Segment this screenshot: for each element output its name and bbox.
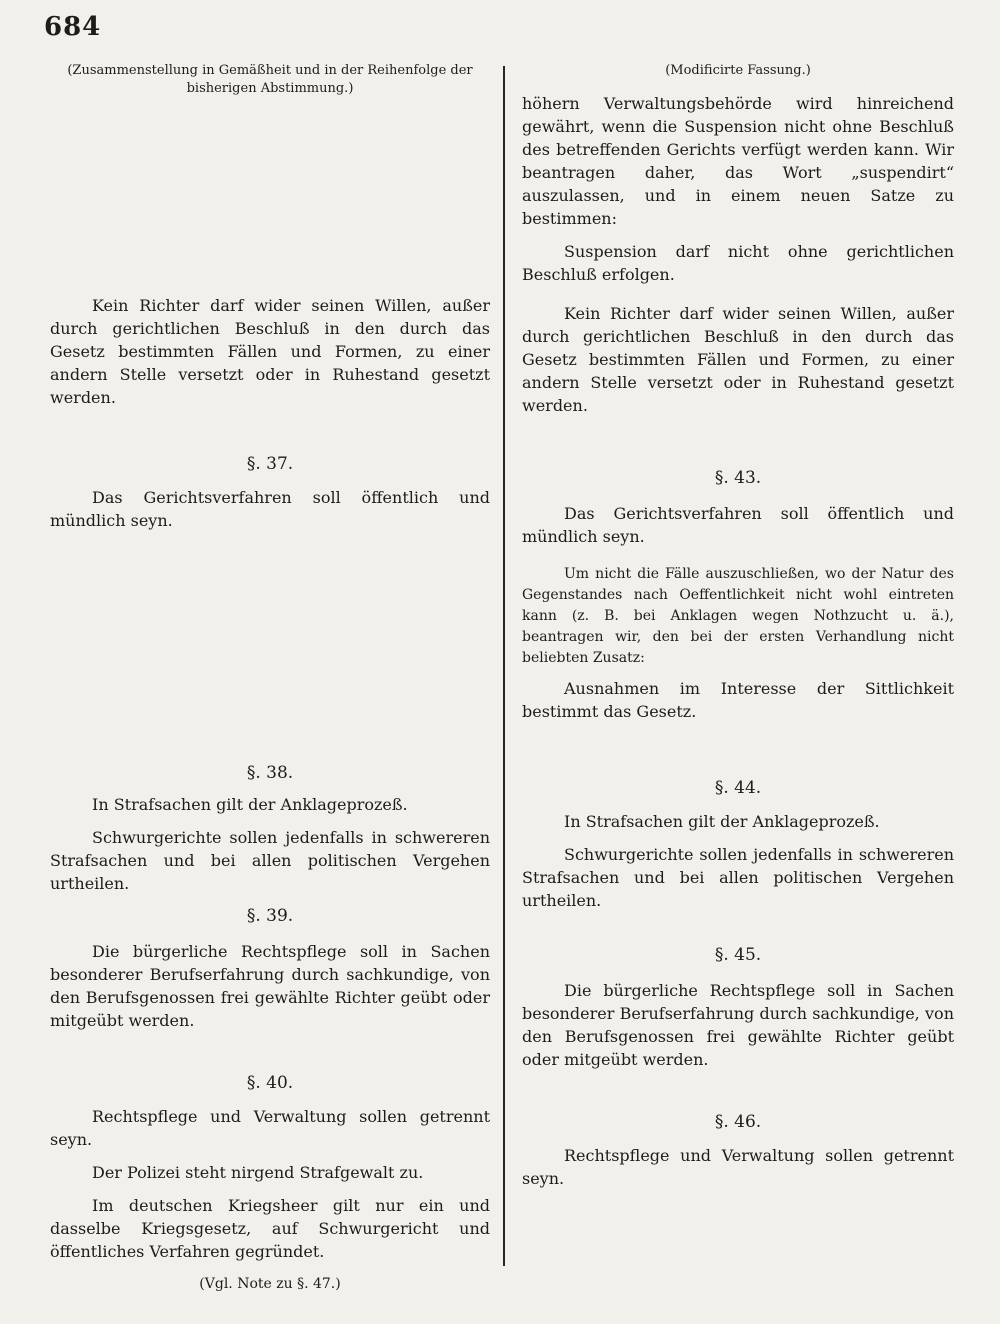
right-paragraph: Rechtspflege und Verwaltung sollen getrennt seyn. bbox=[522, 1146, 954, 1188]
section-heading: §. 44. bbox=[714, 778, 762, 798]
section-heading: §. 38. bbox=[246, 763, 294, 783]
column-divider bbox=[503, 66, 505, 1266]
left-paragraph: Das Gerichtsverfahren soll öffentlich und mündlich seyn. bbox=[50, 488, 490, 530]
section-heading: §. 46. bbox=[714, 1112, 762, 1132]
right-column bbox=[522, 62, 954, 1200]
right-paragraph: Ausnahmen im Interesse der Sittlichkeit bestimmt das Gesetz. bbox=[522, 679, 954, 721]
section-heading: §. 40. bbox=[246, 1073, 294, 1093]
left-paragraph: In Strafsachen gilt der Anklageprozeß. bbox=[92, 795, 408, 814]
right-paragraph: Das Gerichtsverfahren soll öffentlich und mündlich seyn. bbox=[522, 504, 954, 546]
left-paragraph: Schwurgerichte sollen jedenfalls in schwereren Strafsachen und bei allen politischen Vergehen urtheilen. bbox=[50, 828, 490, 893]
right-paragraph: Suspension darf nicht ohne gerichtlichen Beschluß erfolgen. bbox=[522, 242, 954, 284]
left-paragraph: Im deutschen Kriegsheer gilt nur ein und dasselbe Kriegsgesetz, auf Schwurgericht und öffentliches Verfahren gegründet. bbox=[50, 1196, 490, 1261]
section-heading: §. 43. bbox=[714, 468, 762, 488]
right-paragraph: In Strafsachen gilt der Anklageprozeß. bbox=[564, 812, 880, 831]
cross-reference: (Vgl. Note zu §. 47.) bbox=[199, 1276, 341, 1292]
page-number: 684 bbox=[44, 12, 102, 42]
right-paragraph: Schwurgerichte sollen jedenfalls in schwereren Strafsachen und bei allen politischen Vergehen urtheilen. bbox=[522, 845, 954, 910]
left-paragraph: Der Polizei steht nirgend Strafgewalt zu. bbox=[92, 1163, 424, 1182]
left-column-header: (Zusammenstellung in Gemäßheit und in der Reihenfolge der bisherigen Abstimmung.) bbox=[67, 63, 473, 96]
right-column-header: (Modificirte Fassung.) bbox=[665, 63, 811, 78]
footnote: Um nicht die Fälle auszuschließen, wo der Natur des Gegenstandes nach Oeffentlichkeit nicht wohl eintreten kann (z. B. bei Anklagen wegen Nothzucht u. ä.), beantragen wir, den bei der ersten Verhandlung nicht beliebten Zusatz: bbox=[522, 566, 954, 666]
left-paragraph: Kein Richter darf wider seinen Willen, außer durch gerichtlichen Beschluß in den durch das Gesetz bestimmten Fällen und Formen, zu einer andern Stelle versetzt oder in Ruhestand gesetzt werden. bbox=[50, 296, 490, 407]
section-heading: §. 45. bbox=[714, 945, 762, 965]
right-paragraph: Die bürgerliche Rechtspflege soll in Sachen besonderer Berufserfahrung durch sachkundige, von den Berufsgenossen frei gewählte Richter geübt oder mitgeübt werden. bbox=[522, 981, 954, 1069]
section-heading: §. 39. bbox=[246, 906, 294, 926]
left-paragraph: Rechtspflege und Verwaltung sollen getrennt seyn. bbox=[50, 1107, 490, 1149]
right-paragraph: höhern Verwaltungsbehörde wird hinreichend gewährt, wenn die Suspension nicht ohne Beschluß des betreffenden Gerichts verfügt werden kann. Wir beantragen daher, das Wort „suspendirt“ auszulassen, und in einem neuen Satze zu bestimmen: bbox=[522, 94, 954, 228]
left-paragraph: Die bürgerliche Rechtspflege soll in Sachen besonderer Berufserfahrung durch sachkundige, von den Berufsgenossen frei gewählte Richter geübt oder mitgeübt werden. bbox=[50, 942, 490, 1030]
right-paragraph: Kein Richter darf wider seinen Willen, außer durch gerichtlichen Beschluß in den durch das Gesetz bestimmten Fällen und Formen, zu einer andern Stelle versetzt oder in Ruhestand gesetzt werden. bbox=[522, 304, 954, 415]
section-heading: §. 37. bbox=[246, 454, 294, 474]
left-column bbox=[50, 62, 490, 1296]
